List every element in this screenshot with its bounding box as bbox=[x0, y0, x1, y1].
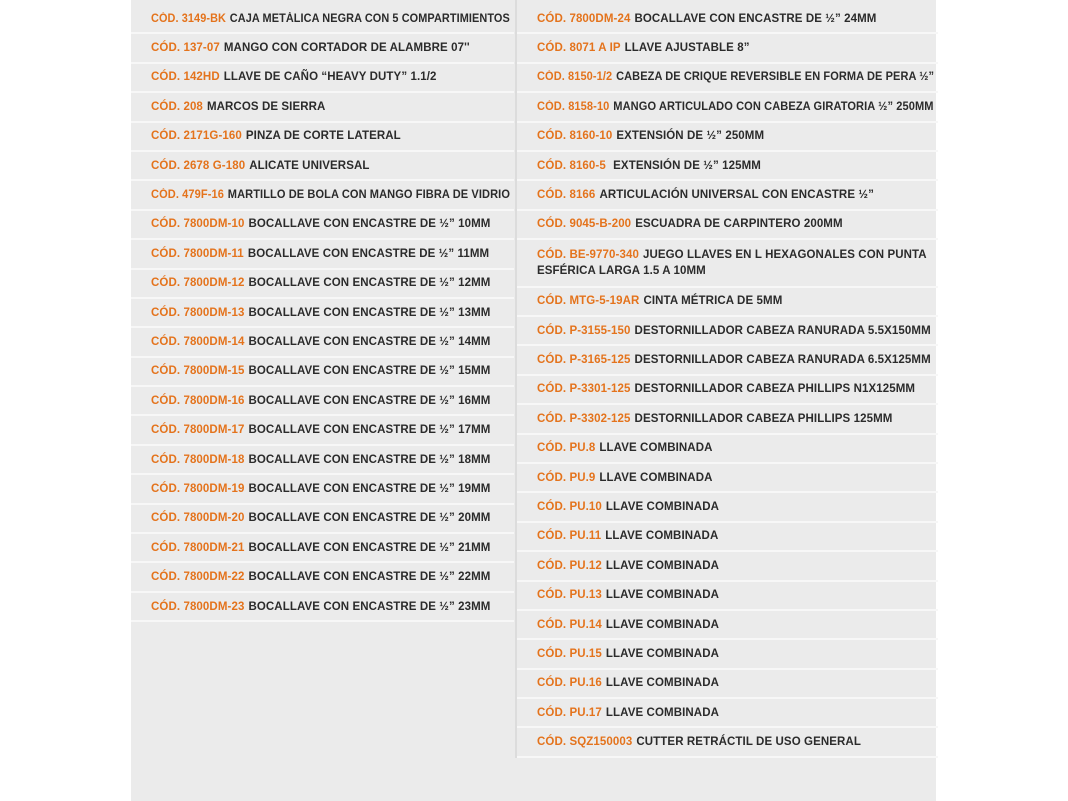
product-code: CÓD. PU.14 bbox=[537, 618, 602, 631]
product-row bbox=[517, 34, 938, 63]
product-entry bbox=[151, 571, 491, 583]
product-entry bbox=[151, 277, 491, 289]
product-entry bbox=[537, 71, 934, 83]
product-row bbox=[131, 593, 514, 622]
product-row bbox=[517, 152, 938, 181]
product-code: CÓD. P-3302-125 bbox=[537, 412, 631, 425]
product-row bbox=[517, 552, 938, 581]
product-entry bbox=[537, 501, 719, 513]
product-entry bbox=[537, 677, 719, 689]
product-description: JUEGO LLAVES EN L HEXAGONALES CON PUNTA ESFÉRICA LARGA 1.5 A 10MM bbox=[537, 248, 927, 277]
product-code: CÓD. 8160-5 bbox=[537, 159, 606, 172]
product-description: BOCALLAVE CON ENCASTRE DE ½” 12MM bbox=[248, 277, 491, 290]
product-description: LLAVE AJUSTABLE 8” bbox=[624, 42, 750, 55]
product-code: CÓD. 7800DM-14 bbox=[151, 335, 245, 348]
product-row bbox=[131, 299, 514, 328]
product-code: CÓD. 479F-16 bbox=[151, 189, 224, 202]
product-description: CAJA METÁLICA NEGRA CON 5 COMPARTIMIENTOS bbox=[229, 12, 510, 25]
product-entry bbox=[151, 395, 491, 407]
product-entry bbox=[151, 13, 510, 25]
product-code: CÓD. 7800DM-13 bbox=[151, 306, 245, 319]
product-code: CÓD. 8150-1/2 bbox=[537, 71, 613, 84]
product-description: LLAVE COMBINADA bbox=[605, 559, 720, 572]
product-entry bbox=[537, 472, 713, 484]
product-code: CÓD. PU.16 bbox=[537, 677, 602, 690]
product-row bbox=[517, 523, 938, 552]
product-description: BOCALLAVE CON ENCASTRE DE ½” 18MM bbox=[248, 453, 491, 466]
product-row bbox=[517, 611, 938, 640]
product-entry bbox=[537, 218, 843, 230]
product-entry bbox=[537, 383, 915, 395]
product-code: CÓD. MTG-5-19AR bbox=[537, 295, 640, 308]
product-row bbox=[517, 670, 938, 699]
product-description: LLAVE COMBINADA bbox=[605, 530, 719, 543]
product-description: EXTENSIÓN DE ½” 125MM bbox=[609, 159, 761, 172]
product-row bbox=[131, 152, 514, 181]
product-row bbox=[131, 181, 514, 210]
product-code: CÓD. PU.13 bbox=[537, 589, 602, 602]
product-code: CÓD. 7800DM-19 bbox=[151, 482, 245, 495]
product-row bbox=[517, 240, 938, 288]
product-row bbox=[131, 534, 514, 563]
product-description: BOCALLAVE CON ENCASTRE DE ½” 17MM bbox=[248, 424, 491, 437]
product-row bbox=[131, 270, 514, 299]
product-description: LLAVE COMBINADA bbox=[605, 706, 720, 719]
product-code: CÓD. 8071 A IP bbox=[537, 42, 621, 55]
product-row bbox=[131, 446, 514, 475]
product-entry bbox=[151, 42, 470, 54]
product-entry bbox=[151, 189, 510, 201]
product-description: EXTENSIÓN DE ½” 250MM bbox=[616, 130, 765, 143]
product-code: CÓD. SQZ150003 bbox=[537, 736, 633, 749]
product-entry bbox=[537, 42, 750, 54]
product-entry bbox=[537, 589, 719, 601]
product-code: CÓD. 7800DM-21 bbox=[151, 541, 245, 554]
product-code: CÓD. P-3165-125 bbox=[537, 354, 631, 367]
product-column-right bbox=[515, 0, 938, 758]
product-description: BOCALLAVE CON ENCASTRE DE ½” 19MM bbox=[248, 482, 491, 495]
product-row bbox=[517, 346, 938, 375]
product-description: LLAVE COMBINADA bbox=[605, 618, 720, 631]
product-row bbox=[131, 328, 514, 357]
product-entry bbox=[151, 601, 491, 613]
product-row bbox=[131, 93, 514, 122]
product-description: ARTICULACIÓN UNIVERSAL CON ENCASTRE ½” bbox=[599, 189, 874, 202]
product-code: CÓD. 142HD bbox=[151, 71, 220, 84]
product-code: CÓD. 9045-B-200 bbox=[537, 218, 632, 231]
product-entry bbox=[151, 160, 370, 172]
product-description: MANGO ARTICULADO CON CABEZA GIRATORIA ½” 250MM bbox=[613, 100, 934, 113]
product-row bbox=[131, 211, 514, 240]
product-description: CABEZA DE CRIQUE REVERSIBLE EN FORMA DE PERA ½” bbox=[616, 71, 935, 84]
product-row bbox=[131, 34, 514, 63]
product-code: CÓD. 8158-10 bbox=[537, 100, 610, 113]
product-row bbox=[131, 563, 514, 592]
product-row bbox=[131, 123, 514, 152]
product-entry bbox=[537, 530, 718, 542]
product-description: BOCALLAVE CON ENCASTRE DE ½” 22MM bbox=[248, 571, 491, 584]
product-description: PINZA DE CORTE LATERAL bbox=[245, 130, 401, 143]
product-entry bbox=[537, 13, 877, 25]
product-description: BOCALLAVE CON ENCASTRE DE ½” 16MM bbox=[248, 394, 491, 407]
product-code: CÓD. 3149-BK bbox=[151, 12, 226, 25]
product-code: CÓD. PU.12 bbox=[537, 559, 602, 572]
product-description: LLAVE COMBINADA bbox=[605, 501, 720, 514]
product-entry bbox=[151, 365, 491, 377]
product-code: CÓD. 7800DM-24 bbox=[537, 12, 631, 25]
product-code: CÓD. 2678 G-180 bbox=[151, 159, 246, 172]
product-row bbox=[517, 405, 938, 434]
product-description: BOCALLAVE CON ENCASTRE DE ½” 20MM bbox=[248, 512, 491, 525]
product-description: ESCUADRA DE CARPINTERO 200MM bbox=[635, 218, 843, 231]
product-description: BOCALLAVE CON ENCASTRE DE ½” 11MM bbox=[247, 247, 490, 260]
product-code: CÓD. 8166 bbox=[537, 189, 596, 202]
product-entry bbox=[537, 325, 931, 337]
product-entry bbox=[151, 101, 325, 113]
product-row bbox=[131, 5, 514, 34]
product-row bbox=[517, 64, 938, 93]
product-entry bbox=[151, 71, 437, 83]
product-entry bbox=[151, 424, 491, 436]
product-entry bbox=[537, 354, 931, 366]
product-code: CÓD. 7800DM-12 bbox=[151, 277, 245, 290]
product-description: BOCALLAVE CON ENCASTRE DE ½” 21MM bbox=[248, 541, 491, 554]
product-entry bbox=[537, 130, 764, 142]
product-row bbox=[131, 416, 514, 445]
product-entry bbox=[537, 101, 934, 113]
product-entry bbox=[537, 648, 719, 660]
product-row bbox=[517, 181, 938, 210]
product-description: ALICATE UNIVERSAL bbox=[249, 159, 370, 172]
product-entry bbox=[151, 130, 401, 142]
product-code: CÓD. 137-07 bbox=[151, 42, 220, 55]
product-row bbox=[517, 5, 938, 34]
product-code: CÓD. P-3301-125 bbox=[537, 383, 631, 396]
product-description: CINTA MÉTRICA DE 5MM bbox=[643, 295, 783, 308]
product-description: MANGO CON CORTADOR DE ALAMBRE 07'' bbox=[223, 42, 470, 55]
product-description: DESTORNILLADOR CABEZA RANURADA 6.5X125MM bbox=[634, 354, 931, 367]
product-description: BOCALLAVE CON ENCASTRE DE ½” 24MM bbox=[634, 12, 877, 25]
product-entry bbox=[537, 160, 761, 172]
product-description: LLAVE COMBINADA bbox=[605, 677, 720, 690]
product-description: BOCALLAVE CON ENCASTRE DE ½” 14MM bbox=[248, 335, 491, 348]
product-code: CÓD. P-3155-150 bbox=[537, 324, 631, 337]
product-entry bbox=[537, 295, 782, 307]
product-description: CUTTER RETRÁCTIL DE USO GENERAL bbox=[636, 736, 861, 749]
product-row bbox=[517, 376, 938, 405]
product-entry bbox=[537, 619, 719, 631]
product-description: DESTORNILLADOR CABEZA PHILLIPS 125MM bbox=[634, 412, 893, 425]
product-description: BOCALLAVE CON ENCASTRE DE ½” 13MM bbox=[248, 306, 491, 319]
product-description: DESTORNILLADOR CABEZA RANURADA 5.5X150MM bbox=[634, 324, 931, 337]
product-row bbox=[131, 64, 514, 93]
product-code: CÓD. 7800DM-11 bbox=[151, 247, 244, 260]
product-description: BOCALLAVE CON ENCASTRE DE ½” 23MM bbox=[248, 600, 491, 613]
product-code: CÓD. PU.15 bbox=[537, 648, 602, 660]
product-entry bbox=[537, 247, 938, 279]
product-row bbox=[131, 358, 514, 387]
product-description: BOCALLAVE CON ENCASTRE DE ½” 10MM bbox=[248, 218, 491, 231]
product-entry bbox=[151, 336, 491, 348]
product-entry bbox=[537, 707, 719, 719]
product-code: CÓD. PU.17 bbox=[537, 706, 602, 719]
product-description: BOCALLAVE CON ENCASTRE DE ½” 15MM bbox=[248, 365, 491, 378]
product-row bbox=[517, 288, 938, 317]
product-row bbox=[517, 640, 938, 669]
product-code: CÓD. 2171G-160 bbox=[151, 130, 242, 143]
product-row bbox=[131, 240, 514, 269]
product-entry bbox=[151, 248, 489, 260]
product-description: MARTILLO DE BOLA CON MANGO FIBRA DE VIDRIO bbox=[227, 189, 511, 202]
product-entry bbox=[151, 483, 491, 495]
product-code: CÓD. PU.8 bbox=[537, 442, 596, 455]
product-entry bbox=[151, 307, 491, 319]
product-row bbox=[131, 475, 514, 504]
product-description: DESTORNILLADOR CABEZA PHILLIPS N1X125MM bbox=[634, 383, 916, 396]
product-code: CÓD. 7800DM-22 bbox=[151, 571, 245, 584]
product-code: CÓD. 7800DM-18 bbox=[151, 453, 245, 466]
product-row bbox=[517, 582, 938, 611]
product-entry bbox=[537, 736, 861, 748]
product-entry bbox=[151, 542, 491, 554]
product-row bbox=[517, 317, 938, 346]
product-description: MARCOS DE SIERRA bbox=[206, 100, 326, 113]
product-row bbox=[517, 728, 938, 757]
product-code: CÓD. 7800DM-17 bbox=[151, 424, 245, 437]
product-entry bbox=[151, 218, 491, 230]
product-row bbox=[131, 505, 514, 534]
product-row bbox=[517, 435, 938, 464]
product-column-left bbox=[131, 0, 514, 622]
product-entry bbox=[151, 454, 491, 466]
product-code: CÓD. 7800DM-15 bbox=[151, 365, 245, 378]
product-entry bbox=[537, 413, 892, 425]
product-code: CÓD. 7800DM-16 bbox=[151, 394, 245, 407]
product-code: CÓD. PU.10 bbox=[537, 501, 602, 514]
product-row bbox=[517, 123, 938, 152]
product-code: CÓD. 7800DM-10 bbox=[151, 218, 245, 231]
product-code: CÓD. PU.9 bbox=[537, 471, 596, 484]
product-row bbox=[517, 493, 938, 522]
product-code: CÓD. 7800DM-23 bbox=[151, 600, 245, 613]
product-code: CÓD. 208 bbox=[151, 100, 203, 113]
product-entry bbox=[537, 560, 719, 572]
product-entry bbox=[537, 442, 713, 454]
product-row bbox=[517, 93, 938, 122]
product-row bbox=[131, 387, 514, 416]
product-description: LLAVE COMBINADA bbox=[599, 442, 713, 455]
product-code: CÓD. 7800DM-20 bbox=[151, 512, 245, 525]
product-code: CÓD. BE-9770-340 bbox=[537, 248, 639, 261]
product-entry bbox=[151, 512, 491, 524]
product-entry bbox=[537, 189, 874, 201]
product-description: LLAVE COMBINADA bbox=[599, 471, 713, 484]
product-description: LLAVE COMBINADA bbox=[605, 589, 720, 602]
product-code: CÓD. PU.11 bbox=[537, 530, 602, 543]
product-description: LLAVE COMBINADA bbox=[605, 648, 720, 660]
product-row bbox=[517, 211, 938, 240]
product-row bbox=[517, 699, 938, 728]
product-description: LLAVE DE CAÑO “HEAVY DUTY” 1.1/2 bbox=[223, 71, 437, 84]
product-row bbox=[517, 464, 938, 493]
product-code: CÓD. 8160-10 bbox=[537, 130, 613, 143]
